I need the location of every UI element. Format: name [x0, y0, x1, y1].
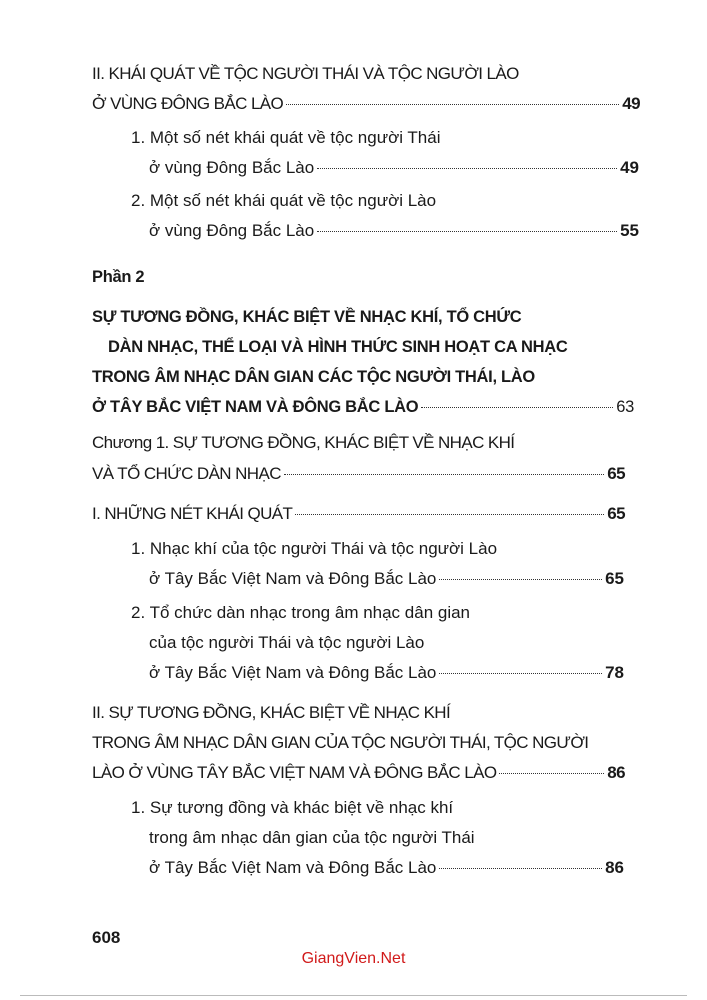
toc-entry-line: TRONG ÂM NHẠC DÂN GIAN CỦA TỘC NGƯỜI THÁI, TỘC NGƯỜI — [92, 733, 589, 752]
part-title-line: SỰ TƯƠNG ĐỒNG, KHÁC BIỆT VỀ NHẠC KHÍ, TỔ CHỨC — [92, 308, 522, 326]
page-number: 63 — [616, 398, 634, 416]
dot-leader — [421, 407, 613, 408]
toc-entry-last-line: ở Tây Bắc Việt Nam và Đông Bắc Lào 86 — [149, 858, 624, 877]
toc-entry-line: 1. Nhạc khí của tộc người Thái và tộc người Lào — [131, 539, 498, 558]
toc-entry-line: II. SỰ TƯƠNG ĐỒNG, KHÁC BIỆT VỀ NHẠC KHÍ — [92, 703, 451, 722]
page-number: 65 — [607, 504, 625, 523]
dot-leader — [439, 673, 602, 674]
toc-entry-line: 2. Một số nét khái quát về tộc người Lào — [131, 191, 437, 210]
page-number: 65 — [607, 464, 625, 483]
page-edge-line — [20, 995, 687, 996]
chapter-heading-line: Chương 1. SỰ TƯƠNG ĐỒNG, KHÁC BIỆT VỀ NHẠC KHÍ — [92, 433, 515, 452]
dot-leader — [317, 231, 617, 232]
toc-entry-line: II. KHÁI QUÁT VỀ TỘC NGƯỜI THÁI VÀ TỘC NGƯỜI LÀO — [92, 64, 519, 83]
toc-entry-last-line: ở vùng Đông Bắc Lào 55 — [149, 221, 639, 240]
toc-entry-last-line: ở Tây Bắc Việt Nam và Đông Bắc Lào 78 — [149, 663, 624, 682]
page-number: 78 — [605, 663, 624, 682]
page-number: 65 — [605, 569, 624, 588]
page-number: 86 — [605, 858, 624, 877]
part-title-last-line: Ở TÂY BẮC VIỆT NAM VÀ ĐÔNG BẮC LÀO 63 — [92, 398, 634, 416]
page-number: 55 — [620, 221, 639, 240]
page-number: 86 — [607, 763, 625, 782]
toc-entry-line: 1. Một số nét khái quát về tộc người Thái — [131, 128, 441, 147]
page-folio-number: 608 — [92, 928, 121, 947]
dot-leader — [286, 104, 619, 105]
toc-entry-line: 1. Sự tương đồng và khác biệt về nhạc khí — [131, 798, 454, 817]
page-number: 49 — [622, 94, 640, 113]
toc-entry-line: 2. Tổ chức dàn nhạc trong âm nhạc dân gian — [131, 603, 471, 622]
dot-leader — [317, 168, 617, 169]
toc-entry-line: của tộc người Thái và tộc người Lào — [149, 633, 425, 652]
toc-entry-last-line: Ở VÙNG ĐÔNG BẮC LÀO 49 — [92, 94, 640, 113]
toc-entry-last-line: ở Tây Bắc Việt Nam và Đông Bắc Lào 65 — [149, 569, 624, 588]
part-heading: Phần 2 — [92, 268, 145, 286]
part-title-line: TRONG ÂM NHẠC DÂN GIAN CÁC TỘC NGƯỜI THÁI, LÀO — [92, 368, 535, 386]
toc-entry-last-line: LÀO Ở VÙNG TÂY BẮC VIỆT NAM VÀ ĐÔNG BẮC LÀO 86 — [92, 763, 625, 782]
dot-leader — [439, 868, 602, 869]
dot-leader — [284, 474, 604, 475]
dot-leader — [439, 579, 602, 580]
dot-leader — [295, 514, 604, 515]
toc-entry-last-line: I. NHỮNG NÉT KHÁI QUÁT 65 — [92, 504, 625, 523]
toc-entry-line: trong âm nhạc dân gian của tộc người Thái — [149, 828, 475, 847]
toc-entry-last-line: ở vùng Đông Bắc Lào 49 — [149, 158, 639, 177]
dot-leader — [499, 773, 604, 774]
page-number: 49 — [620, 158, 639, 177]
chapter-heading-last-line: VÀ TỔ CHỨC DÀN NHẠC 65 — [92, 464, 625, 483]
part-title-line: DÀN NHẠC, THỂ LOẠI VÀ HÌNH THỨC SINH HOẠT CA NHẠC — [108, 338, 568, 356]
watermark-text: GiangVien.Net — [301, 950, 406, 967]
